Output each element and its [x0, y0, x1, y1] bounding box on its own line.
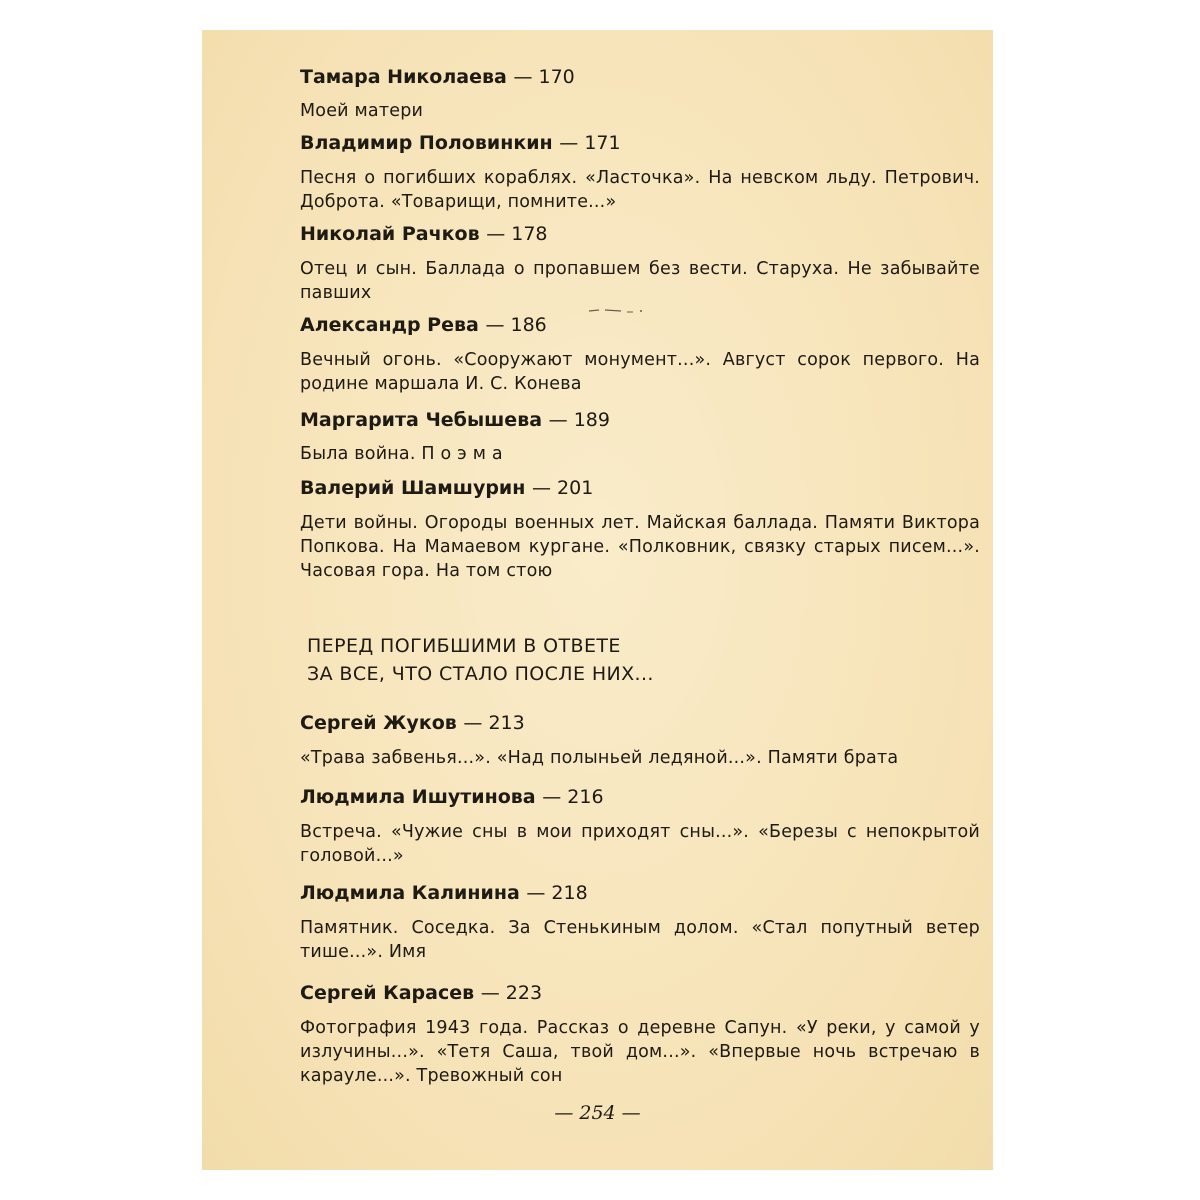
works-list: Песня о погибших кораблях. «Ласточка». На невском льду. Петрович. Доброта. «Товарищи, помните...» — [300, 168, 980, 212]
print-smudge — [587, 307, 647, 315]
author-line — [300, 710, 980, 736]
author-line — [300, 475, 980, 501]
works-list: Была война. П о э м а — [300, 444, 503, 464]
toc-entry — [300, 64, 980, 123]
author-line — [300, 784, 980, 810]
author-name: Сергей Жуков — [300, 712, 457, 734]
page-number: — 170 — [513, 66, 575, 88]
works-list: Фотография 1943 года. Рассказ о деревне Сапун. «У реки, у самой у излучины...». «Тетя Саша, твой дом...». «Впервые ночь встречаю в карауле...». Тревожный сон — [300, 1018, 980, 1086]
toc-entry — [300, 130, 980, 214]
page-number: — 171 — [559, 132, 621, 154]
toc-entry — [300, 407, 980, 466]
book-page — [202, 30, 993, 1170]
page-number: — 218 — [526, 882, 588, 904]
works-list: Отец и сын. Баллада о пропавшем без вести. Старуха. Не забывайте павших — [300, 259, 980, 303]
page-number: — 201 — [532, 477, 594, 499]
page-number: — 223 — [480, 982, 543, 1004]
works-list: Моей матери — [300, 101, 424, 121]
toc-entry — [300, 980, 980, 1088]
works-list: Памятник. Соседка. За Стенькиным долом. «Стал попутный ветер тише...». Имя — [300, 918, 980, 962]
author-line — [300, 880, 980, 906]
author-line — [300, 312, 980, 338]
author-name: Владимир Половинкин — [300, 132, 553, 154]
author-line — [300, 980, 980, 1006]
toc-entry — [300, 784, 980, 868]
toc-entry — [300, 475, 980, 583]
author-name: Николай Рачков — [300, 223, 480, 245]
works-list: Встреча. «Чужие сны в мои приходят сны...». «Березы с непокрытой головой...» — [300, 822, 980, 866]
author-line — [300, 130, 980, 156]
page-number: — 189 — [548, 409, 610, 431]
page-folio: — 254 — — [554, 1102, 641, 1124]
toc-entry — [300, 221, 980, 305]
toc-entry — [300, 312, 980, 396]
author-name: Сергей Карасев — [300, 982, 475, 1004]
author-line — [300, 407, 980, 433]
toc-entry — [300, 880, 980, 964]
page-number: — 213 — [463, 712, 525, 734]
author-name: Людмила Ишутинова — [300, 786, 536, 808]
works-list: «Трава забвенья...». «Над полыньей ледяной...». Памяти брата — [300, 748, 899, 768]
section-heading-line-1: ПЕРЕД ПОГИБШИМИ В ОТВЕТЕ — [307, 635, 621, 657]
author-name: Людмила Калинина — [300, 882, 520, 904]
author-name: Валерий Шамшурин — [300, 477, 526, 499]
toc-entry — [300, 710, 980, 770]
works-list: Дети войны. Огороды военных лет. Майская баллада. Памяти Виктора Попкова. На Мамаевом кургане. «Полковник, связку старых писем...». Часовая гора. На том стою — [300, 513, 980, 581]
works-list: Вечный огонь. «Сооружают монумент...». Август сорок первого. На родине маршала И. С. Конева — [300, 350, 980, 394]
author-line — [300, 221, 980, 247]
author-name: Тамара Николаева — [300, 66, 507, 88]
page-number: — 178 — [486, 223, 548, 245]
page-number: — 216 — [542, 786, 604, 808]
author-name: Александр Рева — [300, 314, 479, 336]
author-name: Маргарита Чебышева — [300, 409, 543, 431]
author-line — [300, 64, 980, 90]
page-number: — 186 — [485, 314, 547, 336]
section-heading-line-2: ЗА ВСЕ, ЧТО СТАЛО ПОСЛЕ НИХ... — [307, 663, 654, 685]
